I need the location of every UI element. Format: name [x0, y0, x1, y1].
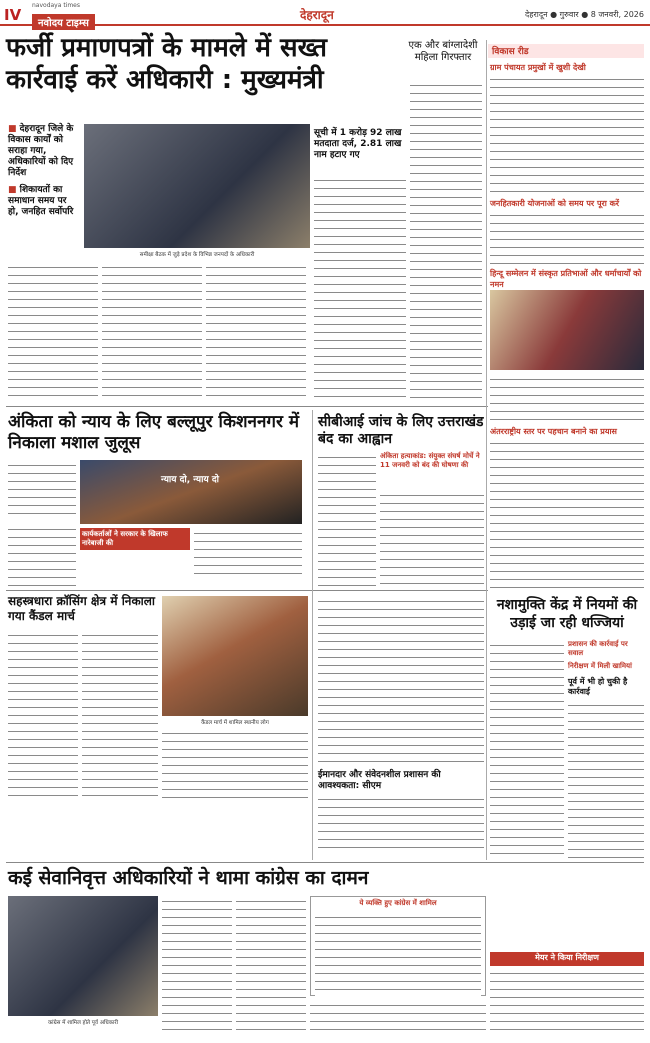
footer-box-title: मेयर ने किया निरीक्षण [490, 952, 644, 966]
paper-tag: navodaya times [32, 2, 81, 9]
side-headline: एक और बांग्लादेशी महिला गिरफ्तार [408, 40, 478, 63]
lead-headline: फर्जी प्रमाणपत्रों के मामले में सख्त कार्रवाई करें अधिकारी : मुख्यमंत्री [6, 33, 327, 95]
sidebar-text [490, 74, 644, 194]
section-title: देहरादून [300, 8, 334, 22]
story2-sub: कार्यकर्ताओं ने सरकार के खिलाफ नारेबाजी की [80, 528, 190, 550]
sidebar-head: हिन्दू सम्मेलन में संस्कृत प्रतिभाओं और धर्माचार्यों को नमन [490, 269, 642, 289]
sidebar-head: ग्राम पंचायत प्रमुखों में खुशी देखी [490, 63, 586, 72]
sidebar-text [490, 210, 644, 265]
divider [6, 406, 488, 407]
story5-photo [8, 896, 158, 1016]
mid-right-text [318, 596, 484, 766]
story5-box-title: ये व्यक्ति हुए कांग्रेस में शामिल [359, 899, 437, 907]
story4-headline: सहस्त्रधारा क्रॉसिंग क्षेत्र में निकाला गया कैंडल मार्च [8, 594, 156, 623]
lead-highlight-text [314, 175, 406, 400]
story2-text [194, 528, 302, 578]
story6-text [568, 700, 644, 860]
sidebar-title: विकास रीड [488, 44, 644, 58]
divider [312, 410, 313, 860]
sidebar-head: जनहितकारी योजनाओं को समय पर पूरा करें [490, 199, 620, 208]
story6-sub: पूर्व में भी हो चुकी है कार्रवाई [568, 677, 628, 696]
story3-headline: सीबीआई जांच के लिए उत्तराखंड बंद का आह्वान [318, 414, 484, 447]
story6-text [490, 640, 564, 860]
story3-text [380, 490, 484, 590]
story2-banner: न्याय दो, न्याय दो [161, 475, 219, 485]
story4-text [8, 630, 78, 800]
lead-photo [84, 124, 310, 248]
divider [486, 40, 487, 860]
lead-bullet: ■ शिकायतों का समाधान समय पर हो, जनहित सर्वोपरि [8, 185, 80, 218]
story4-caption: कैंडल मार्च में शामिल स्थानीय लोग [201, 720, 269, 726]
story2-photo [80, 460, 302, 524]
divider [6, 862, 644, 863]
lead-highlight: सूची में 1 करोड़ 92 लाख मतदाता दर्ज, 2.81 लाख नाम हटाए गए [314, 128, 402, 160]
sidebar-photo [490, 290, 644, 370]
story3-text [318, 452, 376, 592]
story4-text [82, 630, 158, 800]
story2-text [8, 460, 76, 520]
page-number: IV [4, 6, 22, 24]
lead-bullets [8, 124, 80, 218]
dateline: देहरादून ● गुरुवार ● 8 जनवरी, 2026 [525, 10, 644, 19]
footer-box-text [490, 968, 644, 1036]
sidebar-text [490, 374, 644, 424]
lead-bullet: ■ देहरादून जिले के विकास कार्यों को सराहा गया, अधिकारियों को दिए निर्देश [8, 124, 80, 179]
story5-text [236, 896, 306, 1031]
paper-name: नवोदय टाइम्स [32, 14, 95, 30]
lead-body-col [8, 262, 98, 397]
story7-headline: ईमानदार और संवेदनशील प्रशासन की आवश्यकता: सीएम [318, 770, 441, 791]
story5-box-text [315, 912, 481, 996]
story2-headline: अंकिता को न्याय के लिए बल्लूपुर किशननगर में निकाला मशाल जुलूस [8, 412, 300, 453]
story3-sub: अंकिता हत्याकांड: संयुक्त संघर्ष मोर्चे ने 11 जनवरी को बंद की घोषणा की [380, 452, 480, 469]
divider [6, 590, 488, 591]
story6-headline: नशामुक्ति केंद्र में नियमों की उड़ाई जा रही धज्जियां [496, 597, 638, 631]
story5-text [162, 896, 232, 1031]
story6-bullet: प्रशासन की कार्रवाई पर सवाल [568, 640, 628, 657]
story5-box [310, 896, 486, 996]
story6-bullet: निरीक्षण में मिली खामियां [568, 662, 632, 670]
lead-body-col [102, 262, 202, 397]
side-story-text [410, 80, 482, 400]
story5-headline: कई सेवानिवृत्त अधिकारियों ने थामा कांग्रेस का दामन [8, 867, 369, 889]
story6-bullets [568, 640, 644, 697]
story5-caption: कांग्रेस में शामिल होते पूर्व अधिकारी [47, 1020, 119, 1026]
lead-photo-caption: समीक्षा बैठक में जुड़े प्रदेश के विभिन्न जनपदों के अधिकारी [139, 252, 255, 258]
sidebar-text [490, 438, 644, 588]
story5-text [310, 1000, 486, 1036]
story4-text [162, 728, 308, 798]
story4-photo [162, 596, 308, 716]
sidebar-note: अंतरराष्ट्रीय स्तर पर पहचान बनाने का प्रयास [490, 427, 617, 436]
story2-text [8, 524, 76, 586]
story7-text [318, 794, 484, 854]
lead-body-col [206, 262, 306, 397]
